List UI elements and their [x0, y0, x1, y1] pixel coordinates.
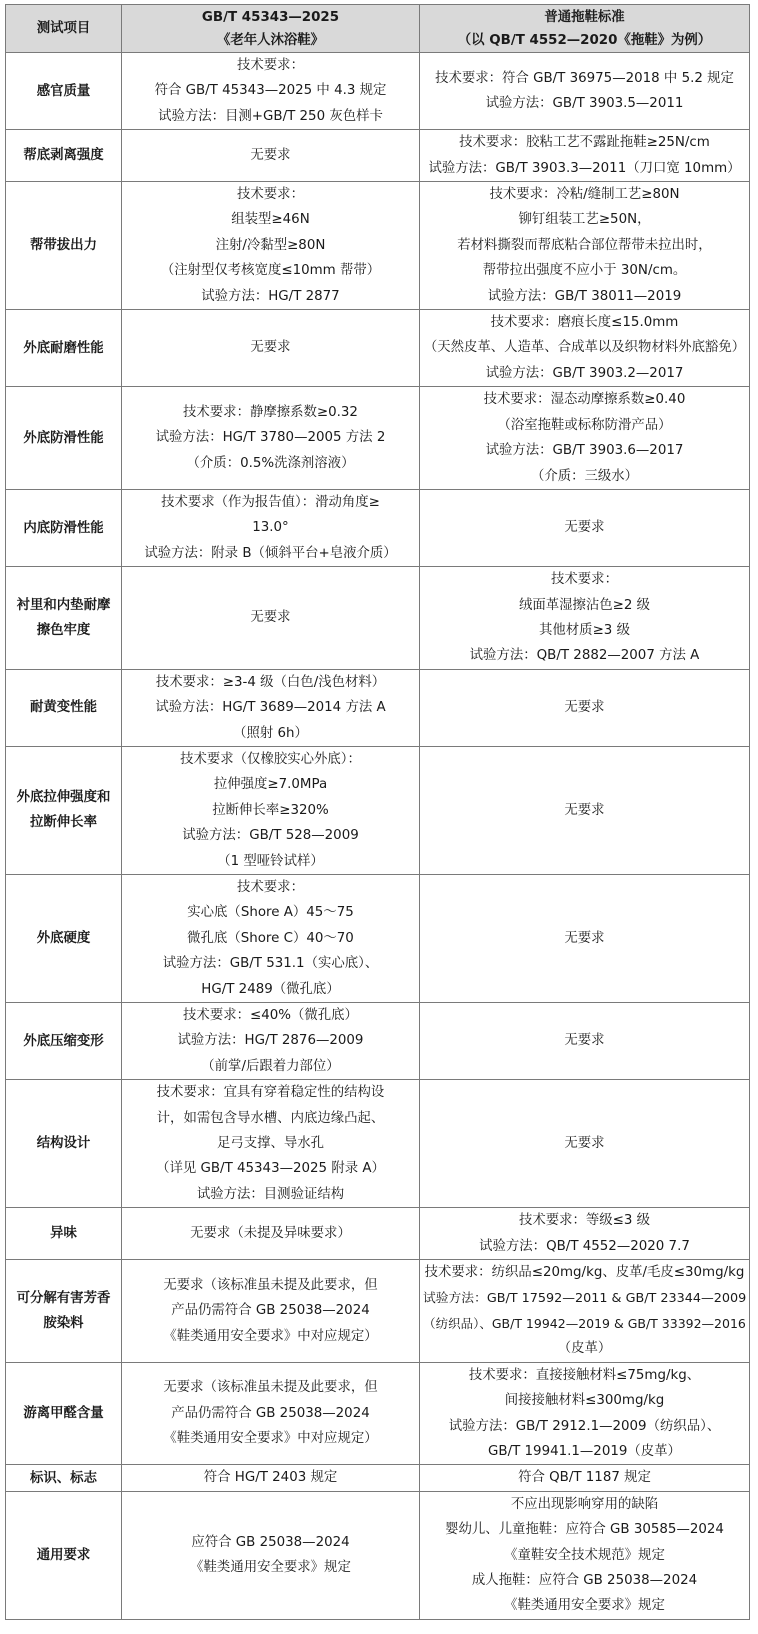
cell-line: 技术要求：静摩擦系数≥0.32 [183, 404, 358, 420]
cell-line: 符合 GB/T 45343—2025 中 4.3 规定 [154, 83, 387, 99]
header-line: （以 QB/T 4552—2020《拖鞋》为例） [457, 32, 712, 48]
test-item-cell [6, 310, 122, 387]
cell-line: 《童鞋安全技术规范》规定 [504, 1547, 665, 1563]
elderly-standard-cell [122, 669, 420, 746]
cell-line: （浴室拖鞋或标称防滑产品） [497, 417, 672, 433]
elderly-standard-cell [122, 1260, 420, 1363]
cell-line: 试验方法：附录 B（倾斜平台+皂液介质） [144, 545, 397, 561]
table-row [6, 746, 750, 874]
cell-line: 无要求 [564, 520, 605, 536]
cell-line: 组装型≥46N [231, 212, 310, 228]
common-standard-cell [420, 669, 750, 746]
cell-line: 13.0° [252, 520, 289, 536]
table-row [6, 1260, 750, 1363]
cell-line: 间接接触材料≤300mg/kg [504, 1393, 665, 1409]
elderly-standard-cell [122, 489, 420, 566]
cell-line: 试验方法：目测验证结构 [196, 1186, 345, 1202]
cell-line: 结构设计 [36, 1136, 91, 1152]
common-standard-cell [420, 53, 750, 130]
cell-line: 注射/冷黏型≥80N [215, 237, 326, 253]
cell-line: 试验方法：GB/T 3903.3—2011（刀口宽 10mm） [428, 160, 741, 176]
cell-line: HG/T 2489（微孔底） [201, 981, 340, 997]
elderly-standard-cell [122, 1362, 420, 1465]
cell-line: 微孔底（Shore C）40～70 [187, 930, 354, 946]
cell-line: 技术要求：胶粘工艺不露趾拖鞋≥25N/cm [459, 135, 710, 151]
cell-line: 《鞋类通用安全要求》中对应规定） [163, 1328, 378, 1344]
common-standard-cell [420, 1208, 750, 1260]
common-standard-cell [420, 746, 750, 874]
table-row [6, 1080, 750, 1208]
cell-line: 《鞋类通用安全要求》规定 [504, 1598, 665, 1614]
cell-line: 无要求（该标准虽未提及此要求，但 [163, 1380, 378, 1396]
cell-line: （注射型仅考核宽度≤10mm 帮带） [160, 263, 381, 279]
table-row [6, 387, 750, 490]
cell-line: 外底压缩变形 [23, 1033, 104, 1049]
elderly-standard-cell [122, 567, 420, 670]
header-line: GB/T 45343—2025 [201, 9, 340, 25]
table-row [6, 1003, 750, 1080]
cell-line: 无要求 [250, 340, 291, 356]
common-standard-cell [420, 387, 750, 490]
common-standard-cell [420, 1080, 750, 1208]
cell-line: 技术要求（仅橡胶实心外底）： [180, 751, 361, 767]
table-row [6, 1362, 750, 1465]
common-standard-cell [420, 1465, 750, 1491]
elderly-standard-cell [122, 746, 420, 874]
table-row [6, 310, 750, 387]
common-standard-cell [420, 567, 750, 670]
test-item-cell [6, 1465, 122, 1491]
cell-line: 技术要求：冷粘/缝制工艺≥80N [489, 187, 680, 203]
cell-line: 无要求 [564, 700, 605, 716]
table-row [6, 53, 750, 130]
cell-line: 无要求 [564, 930, 605, 946]
cell-line: 试验方法：GB/T 38011—2019 [487, 288, 682, 304]
cell-line: 帮带拉出强度不应小于 30N/cm。 [482, 263, 687, 279]
cell-line: 符合 QB/T 1187 规定 [518, 1470, 651, 1486]
elderly-standard-cell [122, 1003, 420, 1080]
common-standard-cell [420, 1003, 750, 1080]
cell-line: （介质：三级水） [530, 468, 639, 484]
test-item-cell [6, 489, 122, 566]
cell-line: 帮带拔出力 [30, 238, 97, 254]
cell-line: 试验方法：QB/T 4552—2020 7.7 [479, 1238, 690, 1254]
cell-line: 技术要求： [237, 880, 304, 895]
cell-line: 内底防滑性能 [23, 520, 104, 536]
table-row [6, 130, 750, 182]
cell-line: 试验方法：GB/T 17592—2011 & GB/T 23344—2009 [423, 1290, 747, 1306]
cell-line: 技术要求：≥3-4 级（白色/浅色材料） [155, 674, 386, 690]
table-row [6, 567, 750, 670]
common-standard-cell [420, 1491, 750, 1619]
cell-line: 帮底剥离强度 [23, 148, 104, 164]
cell-line: 试验方法：GB/T 531.1（实心底）、 [162, 956, 379, 972]
cell-line: 技术要求：湿态动摩擦系数≥0.40 [483, 392, 686, 408]
cell-line: 无要求（未提及异味要求） [190, 1225, 351, 1241]
cell-line: （1 型哑铃试样） [217, 853, 324, 869]
cell-line: （前掌/后跟着力部位） [201, 1058, 340, 1074]
table-row [6, 1465, 750, 1491]
cell-line: 技术要求：磨痕长度≤15.0mm [490, 315, 679, 331]
cell-line: （皮革） [557, 1341, 612, 1357]
table-row [6, 1491, 750, 1619]
common-standard-cell [420, 875, 750, 1003]
header-row [6, 5, 750, 53]
table-row [6, 669, 750, 746]
test-item-cell [6, 567, 122, 670]
test-item-cell [6, 1080, 122, 1208]
table-row [6, 182, 750, 310]
cell-line: 通用要求 [36, 1547, 91, 1563]
elderly-standard-cell [122, 1080, 420, 1208]
cell-line: （照射 6h） [233, 725, 308, 741]
test-item-cell [6, 53, 122, 130]
elderly-standard-cell [122, 53, 420, 130]
cell-line: 《鞋类通用安全要求》中对应规定） [163, 1431, 378, 1447]
cell-line: 技术要求： [237, 187, 304, 203]
cell-line: 其他材质≥3 级 [539, 622, 630, 638]
test-item-cell [6, 182, 122, 310]
header-line: 《老年人沐浴鞋》 [216, 32, 325, 48]
cell-line: 无要求 [250, 147, 291, 163]
cell-line: 游离甲醛含量 [23, 1406, 104, 1422]
header-test-item: 测试项目 [6, 5, 122, 53]
cell-line: 铆钉组装工艺≥50N， [518, 212, 651, 228]
cell-line: 试验方法：HG/T 3780—2005 方法 2 [155, 430, 386, 446]
cell-line: 实心底（Shore A）45～75 [187, 905, 354, 921]
test-item-cell [6, 746, 122, 874]
test-item-cell [6, 669, 122, 746]
cell-line: 技术要求：等级≤3 级 [518, 1213, 651, 1229]
cell-line: 可分解有害芳香 [16, 1290, 111, 1306]
common-standard-cell [420, 182, 750, 310]
cell-line: 试验方法：目测+GB/T 250 灰色样卡 [158, 108, 383, 124]
cell-line: 外底拉伸强度和 [16, 790, 111, 806]
cell-line: 试验方法：HG/T 3689—2014 方法 A [155, 700, 386, 716]
elderly-standard-cell [122, 875, 420, 1003]
cell-line: 足弓支撑、导水孔 [216, 1136, 325, 1152]
cell-line: 技术要求：符合 GB/T 36975—2018 中 5.2 规定 [435, 70, 734, 86]
cell-line: 外底耐磨性能 [23, 340, 104, 356]
cell-line: 产品仍需符合 GB 25038—2024 [171, 1405, 370, 1421]
table-row [6, 489, 750, 566]
header-line: 普通拖鞋标准 [544, 9, 625, 25]
comparison-table [5, 4, 750, 1620]
cell-line: 技术要求： [237, 58, 304, 73]
cell-line: 无要求 [564, 1033, 605, 1049]
cell-line: 绒面革湿擦沾色≥2 级 [518, 597, 651, 613]
cell-line: 无要求 [564, 1136, 605, 1152]
cell-line: 成人拖鞋：应符合 GB 25038—2024 [471, 1572, 698, 1588]
cell-line: GB/T 19941.1—2019（皮革） [488, 1443, 681, 1459]
cell-line: （介质：0.5%洗涤剂溶液） [186, 455, 355, 471]
cell-line: 无要求 [564, 802, 605, 818]
cell-line: （纺织品）、GB/T 19942—2019 & GB/T 33392—2016 [423, 1315, 746, 1331]
cell-line: 无要求（该标准虽未提及此要求，但 [163, 1277, 378, 1293]
cell-line: 拉断伸长率 [30, 815, 97, 831]
header-elderly-bath-shoe-standard [122, 5, 420, 53]
cell-line: 试验方法：HG/T 2876—2009 [177, 1033, 364, 1049]
test-item-cell [6, 1491, 122, 1619]
cell-line: 耐黄变性能 [30, 700, 97, 716]
cell-line: 外底硬度 [36, 931, 91, 947]
cell-line: 技术要求（作为报告值）：滑动角度≥ [161, 494, 380, 510]
test-item-cell [6, 130, 122, 182]
cell-line: （详见 GB/T 45343—2025 附录 A） [156, 1161, 385, 1177]
cell-line: 试验方法：GB/T 3903.6—2017 [485, 443, 684, 459]
elderly-standard-cell [122, 1491, 420, 1619]
common-standard-cell [420, 489, 750, 566]
cell-line: 试验方法：GB/T 3903.2—2017 [485, 365, 684, 381]
common-standard-cell [420, 310, 750, 387]
cell-line: 技术要求： [551, 572, 618, 588]
table-row [6, 1208, 750, 1260]
cell-line: 感官质量 [36, 83, 91, 99]
cell-line: 擦色牢度 [36, 622, 91, 638]
common-standard-cell [420, 1260, 750, 1363]
elderly-standard-cell [122, 130, 420, 182]
cell-line: 计，如需包含导水槽、内底边缘凸起、 [156, 1110, 385, 1126]
elderly-standard-cell [122, 1208, 420, 1260]
test-item-cell [6, 1208, 122, 1260]
cell-line: 胺染料 [43, 1315, 84, 1331]
test-item-cell [6, 1362, 122, 1465]
cell-line: 符合 HG/T 2403 规定 [203, 1470, 338, 1486]
cell-line: 拉伸强度≥7.0MPa [213, 777, 328, 793]
cell-line: 无要求 [250, 610, 291, 626]
cell-line: 技术要求：直接接触材料≤75mg/kg、 [468, 1367, 701, 1383]
cell-line: 技术要求：≤40%（微孔底） [183, 1008, 358, 1024]
cell-line: 《鞋类通用安全要求》规定 [190, 1560, 351, 1576]
cell-line: 试验方法：GB/T 3903.5—2011 [485, 96, 684, 112]
cell-line: 婴幼儿、儿童拖鞋：应符合 GB 30585—2024 [445, 1522, 724, 1538]
cell-line: 试验方法：GB/T 2912.1—2009（纺织品）、 [448, 1418, 721, 1434]
cell-line: 产品仍需符合 GB 25038—2024 [171, 1303, 370, 1319]
cell-line: 若材料撕裂而帮底粘合部位帮带未拉出时， [457, 237, 712, 253]
cell-line: 外底防滑性能 [23, 430, 104, 446]
test-item-cell [6, 1003, 122, 1080]
header-common-slipper-standard [420, 5, 750, 53]
cell-line: 技术要求：宜具有穿着稳定性的结构设 [156, 1085, 385, 1101]
cell-line: 试验方法：HG/T 2877 [201, 288, 340, 304]
common-standard-cell [420, 130, 750, 182]
elderly-standard-cell [122, 182, 420, 310]
cell-line: 拉断伸长率≥320% [212, 802, 329, 818]
cell-line: 试验方法：QB/T 2882—2007 方法 A [469, 648, 700, 664]
cell-line: 试验方法：GB/T 528—2009 [182, 828, 359, 844]
cell-line: 异味 [50, 1226, 77, 1242]
cell-line: 应符合 GB 25038—2024 [191, 1534, 350, 1550]
cell-line: （天然皮革、人造革、合成革以及织物材料外底豁免） [423, 340, 746, 356]
test-item-cell [6, 1260, 122, 1363]
cell-line: 衬里和内垫耐摩 [16, 597, 111, 613]
elderly-standard-cell [122, 387, 420, 490]
common-standard-cell [420, 1362, 750, 1465]
test-item-cell [6, 875, 122, 1003]
table-row [6, 875, 750, 1003]
elderly-standard-cell [122, 310, 420, 387]
elderly-standard-cell [122, 1465, 420, 1491]
test-item-cell [6, 387, 122, 490]
cell-line: 标识、标志 [30, 1470, 97, 1486]
cell-line: 技术要求：纺织品≤20mg/kg、皮革/毛皮≤30mg/kg [424, 1265, 745, 1281]
cell-line: 不应出现影响穿用的缺陷 [510, 1496, 659, 1512]
